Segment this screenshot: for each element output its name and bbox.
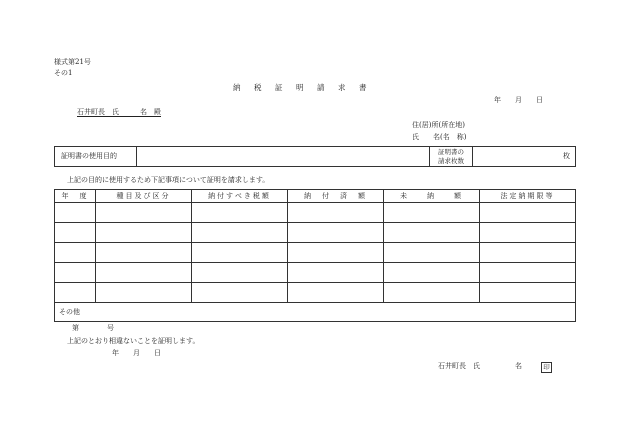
cell-fiscal-year[interactable] — [55, 263, 96, 283]
cell-tax-due[interactable] — [192, 223, 288, 243]
table-row — [55, 283, 576, 303]
cell-fiscal-year[interactable] — [55, 243, 96, 263]
header-legal-deadline: 法定納期限等 — [480, 190, 576, 203]
cell-tax-due[interactable] — [192, 203, 288, 223]
cell-amount-paid[interactable] — [288, 283, 384, 303]
header-tax-type: 種目及び区分 — [96, 190, 192, 203]
cell-tax-type[interactable] — [96, 223, 192, 243]
usage-table — [54, 146, 576, 167]
cell-tax-type[interactable] — [96, 203, 192, 223]
copy-count-label-line2: 請求枚数 — [438, 156, 464, 165]
applicant-name-label: 氏 名(名 称) — [412, 133, 467, 141]
cell-legal-deadline[interactable] — [480, 243, 576, 263]
page-title: 納 税 証 明 請 求 書 — [233, 83, 370, 92]
certificate-date: 年 月 日 — [112, 349, 161, 357]
cell-fiscal-year[interactable] — [55, 203, 96, 223]
usage-purpose-field[interactable] — [137, 147, 430, 167]
header-amount-paid: 納 付 済 額 — [288, 190, 384, 203]
copy-count-label-line1: 証明書の — [438, 148, 464, 157]
copy-count-field[interactable] — [473, 147, 576, 167]
cell-amount-unpaid[interactable] — [384, 223, 480, 243]
header-tax-due: 納付すべき税額 — [192, 190, 288, 203]
cell-amount-unpaid[interactable] — [384, 243, 480, 263]
addressee: 石井町長 氏 名 殿 — [77, 108, 161, 116]
certificate-issuer: 石井町長 氏 名 — [438, 362, 522, 370]
header-fiscal-year: 年 度 — [55, 190, 96, 203]
cell-fiscal-year[interactable] — [55, 223, 96, 243]
table-row — [55, 203, 576, 223]
cell-amount-paid[interactable] — [288, 263, 384, 283]
cell-legal-deadline[interactable] — [480, 283, 576, 303]
seal-box: 印 — [541, 362, 552, 373]
cell-legal-deadline[interactable] — [480, 223, 576, 243]
cell-tax-due[interactable] — [192, 263, 288, 283]
cell-fiscal-year[interactable] — [55, 283, 96, 303]
usage-purpose-label: 証明書の使用目的 — [55, 147, 137, 167]
header-amount-unpaid: 未 納 額 — [384, 190, 480, 203]
cell-amount-unpaid[interactable] — [384, 283, 480, 303]
cell-legal-deadline[interactable] — [480, 263, 576, 283]
table-row — [55, 223, 576, 243]
cell-amount-paid[interactable] — [288, 223, 384, 243]
request-date: 年 月 日 — [494, 96, 543, 104]
cell-tax-due[interactable] — [192, 243, 288, 263]
other-label: その他 — [59, 307, 80, 316]
table-row — [55, 243, 576, 263]
cell-amount-unpaid[interactable] — [384, 203, 480, 223]
tax-table-header-row — [55, 190, 576, 203]
cell-amount-paid[interactable] — [288, 243, 384, 263]
copy-count-unit: 枚 — [563, 152, 570, 160]
other-row — [55, 303, 576, 322]
tax-table — [54, 189, 576, 322]
cell-tax-type[interactable] — [96, 243, 192, 263]
cell-tax-due[interactable] — [192, 283, 288, 303]
form-number: 様式第21号 — [54, 58, 91, 66]
copy-count-label — [430, 147, 473, 167]
other-field[interactable] — [55, 303, 576, 322]
cell-tax-type[interactable] — [96, 263, 192, 283]
table-row — [55, 263, 576, 283]
certificate-number: 第 号 — [72, 324, 114, 332]
cell-tax-type[interactable] — [96, 283, 192, 303]
applicant-address-label: 住(居)所(所在地) — [412, 121, 465, 129]
request-statement: 上記の目的に使用するため下記事項について証明を請求します。 — [67, 176, 270, 184]
form-sub-number: その1 — [54, 69, 73, 77]
certificate-statement: 上記のとおり相違ないことを証明します。 — [67, 337, 200, 345]
cell-amount-unpaid[interactable] — [384, 263, 480, 283]
cell-amount-paid[interactable] — [288, 203, 384, 223]
cell-legal-deadline[interactable] — [480, 203, 576, 223]
